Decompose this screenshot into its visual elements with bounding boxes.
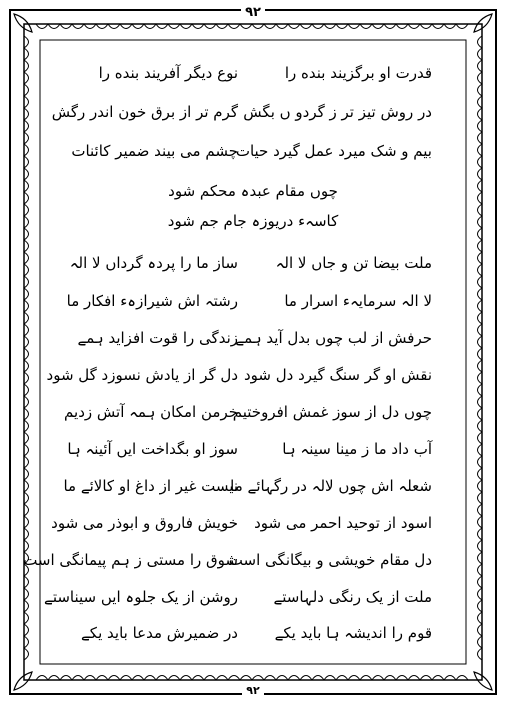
verse-line: بیم و شک میرد عمل گیرد حیات [235,142,432,160]
verse-line: دل گر از یادش نسوزد گل شود [46,366,238,384]
verse-line: دل مقام خویشی و بیگانگی است [228,551,432,569]
verse-line: حرفش از لب چوں بدل آید ہمے [235,329,432,347]
verse-line: خرمن امکان ہمہ آتش زدیم [64,403,238,421]
center-verse-line: کاسہء دریوزہ جام جم شود [167,212,339,230]
verse-line: نیست غیر از داغ او کالائے ما [63,477,238,495]
verse-line: ملت از یک رنگی دلہاستے [273,588,432,606]
verse-line: در ضمیرش مدعا باید یکے [81,624,238,642]
verse-line: قدرت او برگزیند بنده را [284,64,432,82]
verse-line: روشن از یک جلوہ ایں سیناستے [44,588,238,606]
verse-line: رشتہ اش شیرازہء افکار ما [66,292,238,310]
verse-line: نوع دیگر آفریند بنده را [98,64,238,82]
verse-line: خویش فاروق و ابوذر می شود [51,514,238,532]
page-number-bottom: ۹۲ [0,684,506,698]
verse-line: چوں دل از سوز غمش افروختیم [232,403,432,421]
verse-line: اسود از توحید احمر می شود [254,514,432,532]
verse-line: شعلہ اش چوں لالہ در رگہائے ما [230,477,432,495]
verse-line: نقش او گر سنگ گیرد دل شود [243,366,432,384]
verse-line: چشم می بیند ضمیر کائنات [71,142,238,160]
verse-line: ساز ما را پردہ گرداں لا الہ [69,254,238,272]
verse-line: زندگی را قوت افزاید ہمے [77,329,238,347]
verse-line: گرم تر از برق خون اندر رگش [51,103,238,121]
page-number-top: ۹۲ [0,6,506,20]
verse-line: قوم را اندیشہ ہا باید یکے [274,624,432,642]
verse-line: آب داد ما ز مینا سینہ ہا [282,440,432,458]
verse-line: شوق را مستی ز ہم پیمانگی است [23,551,238,569]
verse-line: سوز او بگداخت ایں آئینہ ہا [67,440,238,458]
verse-line: در روش تیز تر ز گردو ں بگش [243,103,432,121]
verse-line: لا الہ سرمایہء اسرار ما [284,292,432,310]
verse-line: ملت بیضا تن و جاں لا الہ [275,254,432,272]
center-verse-line: چوں مقام عبدہ محکم شود [168,182,338,200]
